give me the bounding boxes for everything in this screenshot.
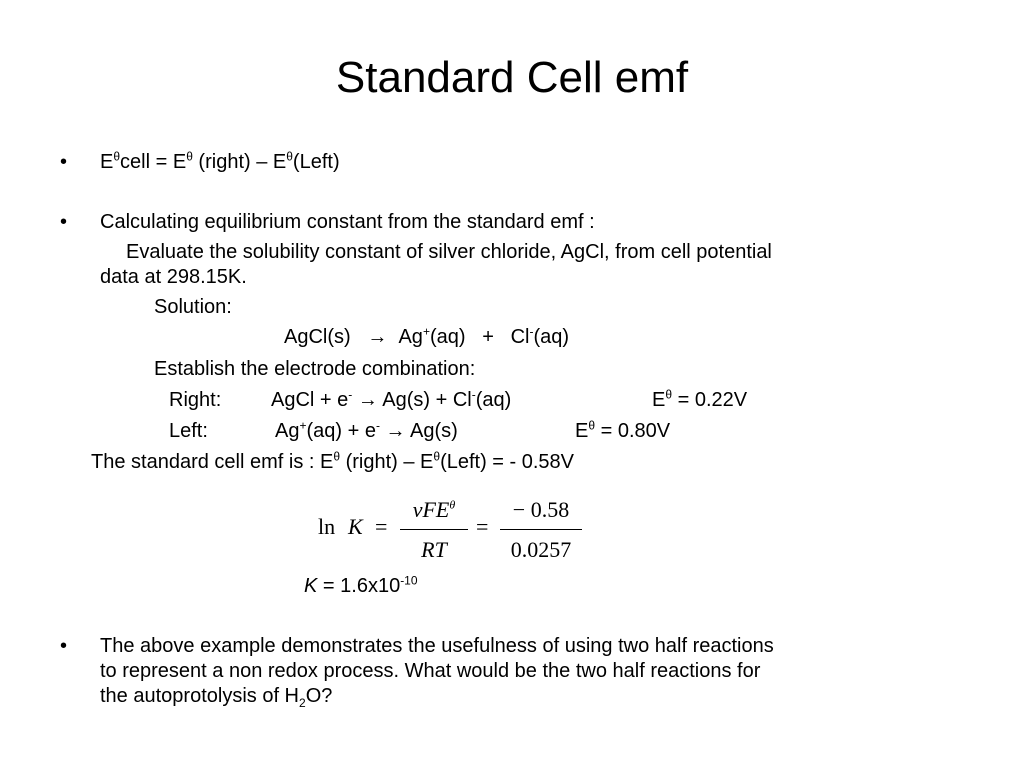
fraction-bar	[400, 529, 468, 530]
page-title: Standard Cell emf	[335, 53, 689, 102]
bullet-text-line-1: The above example demonstrates the usefulness of using two half reactions	[100, 635, 774, 657]
electrode-label: Establish the electrode combination:	[154, 358, 476, 380]
problem-line-1: Evaluate the solubility constant of silver chloride, AgCl, from cell potential	[126, 241, 772, 263]
bullet-text-line-2: to represent a non redox process. What would be the two half reactions for	[100, 660, 761, 682]
left-electrode-potential: $E^\theta = 0.80V$	[575, 418, 671, 442]
bullet-text-line-3: the autoprotolysis of $H_2O$?	[100, 685, 333, 710]
k-symbol: K	[348, 514, 363, 539]
bullet-marker: •	[60, 151, 68, 173]
solution-label: Solution:	[154, 296, 232, 318]
left-electrode-reaction: Ag+(aq) + e- → Ag(s)	[275, 418, 458, 442]
cell-emf-definition: $E^\theta cell = E^\theta$ (right) – $E^\theta(Left)$	[100, 149, 340, 173]
bullet-marker: •	[60, 635, 68, 657]
bullet-marker: •	[60, 211, 68, 233]
problem-line-2: data at 298.15K.	[100, 266, 247, 288]
standard-emf-statement: The standard cell emf is : $E^\theta$ (right) – $E^\theta(Left)$ = - 0.58V	[91, 449, 575, 473]
fraction-bar	[500, 529, 582, 530]
fraction-numerator: vFE$^\theta$	[412, 497, 456, 522]
bullet-text: Calculating equilibrium constant from the standard emf :	[100, 211, 595, 233]
right-electrode-potential: $E^\theta = 0.22V$	[652, 387, 748, 411]
ln-symbol: ln	[318, 514, 336, 539]
right-electrode-label: Right:	[169, 389, 222, 411]
fraction-denominator: RT	[421, 537, 447, 562]
right-electrode-reaction: AgCl + e- → Ag(s) + Cl-(aq)	[271, 387, 512, 411]
fraction-denominator: 0.0257	[510, 537, 572, 562]
equals-sign: =	[476, 514, 489, 539]
equilibrium-equation: AgCl(s) → Ag+(aq) + Cl-(aq)	[284, 324, 570, 348]
k-result: $K = 1.6x10^{-10}$	[304, 573, 418, 597]
fraction-numerator: − 0.58	[512, 497, 570, 522]
left-electrode-label: Left:	[169, 420, 208, 442]
equals-sign: =	[375, 514, 388, 539]
